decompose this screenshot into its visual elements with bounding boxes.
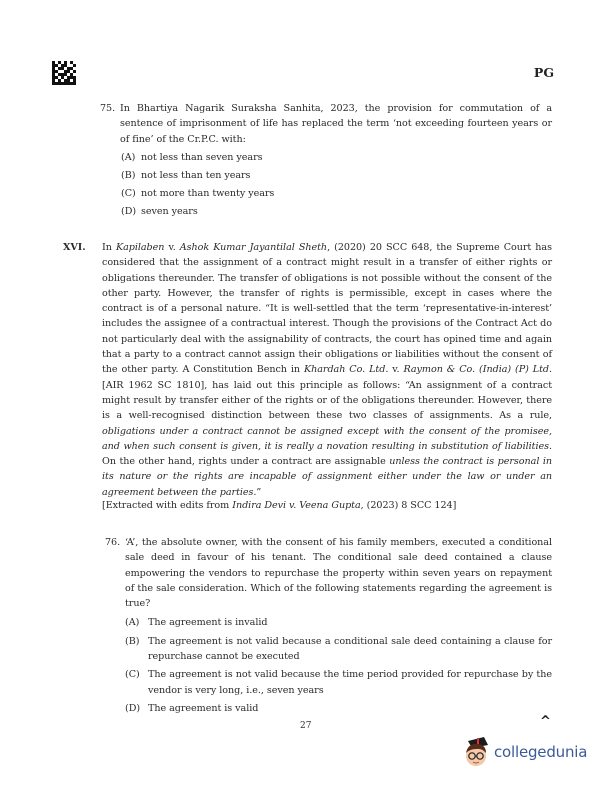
passage-section-xvi bbox=[63, 240, 552, 500]
student-mascot-icon bbox=[462, 735, 492, 769]
option-d[interactable]: (D) seven years bbox=[121, 205, 198, 217]
option-b[interactable]: (B) not less than ten years bbox=[121, 169, 251, 181]
question-76 bbox=[105, 535, 552, 719]
option-a[interactable]: (A) The agreement is invalid bbox=[125, 617, 268, 629]
paper-code-label: PG bbox=[533, 65, 554, 80]
text-segment: v. bbox=[388, 364, 404, 376]
italic-text-segment: Kapilaben bbox=[115, 242, 165, 253]
question-text: ‘A’, the absolute owner, with the consent of his family members, executed a conditional sale deed in favour of his tenant. The conditional sale deed contained a clause empowering the vendors to repurchase the property within seven years on repayment of the sale consideration. Which of the following statements regarding the agreement is true? bbox=[125, 537, 552, 610]
text-segment: [AIR 1962 SC 1810], has laid out this principle as follows: “An assignment of a contract might result by transfer either of the rights or of the obligations thereunder. However, there is a well-recognised distinction between these two classes of assignments. As a rule, bbox=[102, 379, 552, 422]
scroll-up-icon[interactable]: ^ bbox=[540, 714, 551, 729]
question-75 bbox=[100, 101, 552, 222]
options-list bbox=[121, 150, 552, 219]
page-number: 27 bbox=[300, 721, 312, 731]
brand-name: collegedunia bbox=[494, 743, 588, 761]
passage-source-citation: [Extracted with edits from Indira Devi v. Veena Gupta, (2023) 8 SCC 124] bbox=[102, 500, 457, 511]
text-segment: v. bbox=[164, 242, 180, 253]
option-a[interactable]: (A) not less than seven years bbox=[121, 151, 263, 163]
question-number: 76. bbox=[105, 537, 121, 548]
datamatrix-barcode-icon bbox=[52, 61, 76, 85]
italic-text-segment: unless the contract is personal in its nature or the rights are incapable of assignment either under the law or under an agreement between the parties. bbox=[102, 456, 552, 498]
collegedunia-watermark[interactable] bbox=[462, 735, 587, 769]
section-number: XVI. bbox=[63, 242, 86, 253]
question-number: 75. bbox=[100, 103, 116, 114]
text-segment: In bbox=[102, 242, 116, 253]
italic-text-segment: Khardah Co. Ltd. bbox=[304, 364, 389, 376]
option-c[interactable]: (C) The agreement is not valid because the time period provided for repurchase by the vendor is very long, i.e., seven years bbox=[125, 669, 552, 696]
option-b[interactable]: (B) The agreement is not valid because a conditional sale deed containing a clause for repurchase cannot be executed bbox=[125, 635, 552, 663]
text-segment: , (2020) 20 SCC 648, the Supreme Court has considered that the assignment of a contract might result in a transfer of either rights or obligations thereunder. The transfer of obligations is not possible without the consent of the other party. However, the transfer of rights is permissible, except in cases where the contract is of a personal nature. “It is well-settled that the term ‘representative-in-interest’ includes the assignee of a contractual interest. Though the provisions of the Contract Act do not particularly deal with the assignability of contracts, the court has opined time and again that a party to a contract cannot assign their obligations or liabilities without the consent of the other party. A Constitution Bench in bbox=[102, 242, 552, 376]
text-segment: . On the other hand, rights under a contract are assignable bbox=[102, 440, 552, 468]
options-list bbox=[125, 615, 552, 716]
option-d[interactable]: (D) The agreement is valid bbox=[125, 702, 259, 714]
italic-text-segment: Ashok Kumar Jayantilal Sheth bbox=[179, 242, 328, 253]
passage-text bbox=[102, 240, 552, 500]
text-segment: ” bbox=[256, 486, 262, 498]
italic-text-segment: Raymon & Co. (India) (P) Ltd. bbox=[403, 364, 552, 376]
source-case-name: Indira Devi v. Veena Gupta bbox=[232, 500, 361, 511]
option-c[interactable]: (C) not more than twenty years bbox=[121, 187, 275, 199]
italic-text-segment: obligations under a contract cannot be assigned except with the consent of the promisee, and when such consent is given, it is really a novation resulting in substitution of liabilities bbox=[102, 425, 552, 452]
question-text: In Bhartiya Nagarik Suraksha Sanhita, 2023, the provision for commutation of a sentence of imprisonment of life has replaced the term ‘not exceeding fourteen years or of fine’ of the Cr.P.C. with: bbox=[120, 103, 552, 145]
